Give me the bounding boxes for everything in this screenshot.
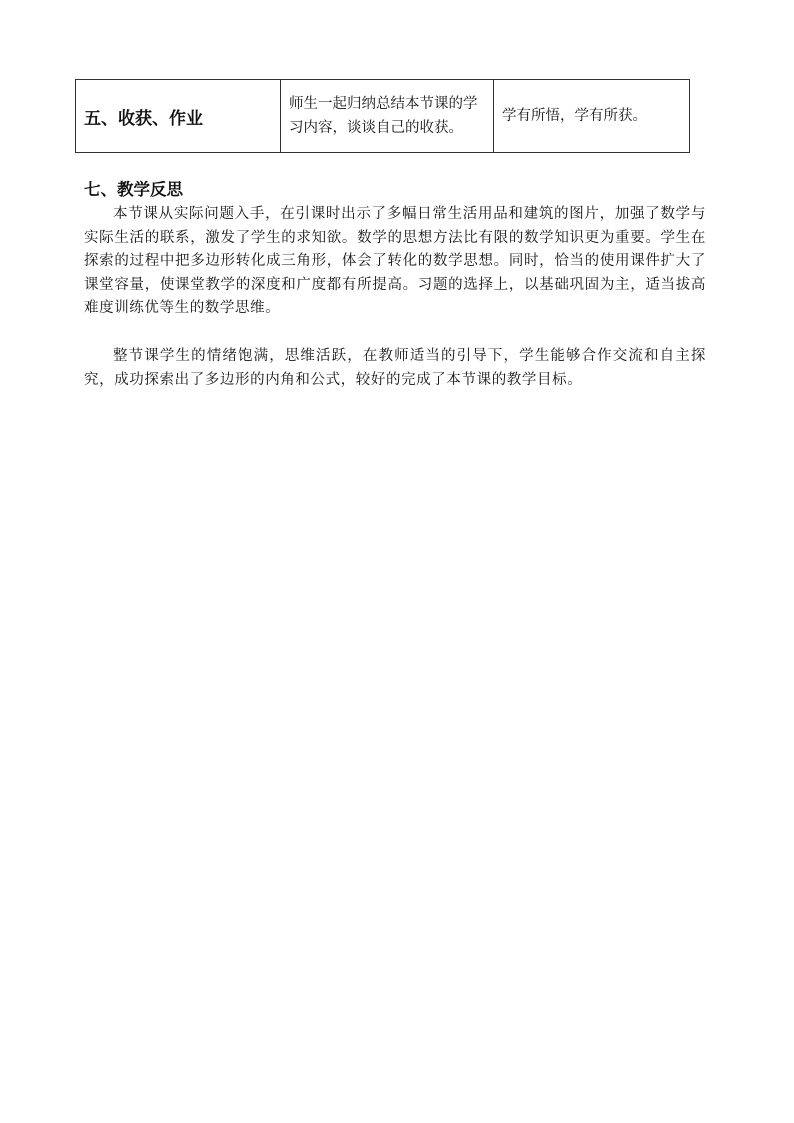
- table-row: [76, 80, 690, 153]
- reflection-paragraph: 整节课学生的情绪饱满，思维活跃，在教师适当的引导下，学生能够合作交流和自主探究，成功探索出了多边形的内角和公式，较好的完成了本节课的教学目标。: [84, 348, 706, 388]
- section-title-reflection: 七、教学反思: [84, 180, 183, 199]
- activity-cell: 师生一起归纳总结本节课的学习内容，谈谈自己的收获。: [281, 80, 494, 153]
- lesson-plan-table: [75, 79, 690, 153]
- goal-cell: 学有所悟，学有所获。: [494, 80, 690, 153]
- stage-cell: 五、收获、作业: [76, 80, 281, 153]
- reflection-paragraph: 本节课从实际问题入手，在引课时出示了多幅日常生活用品和建筑的图片，加强了数学与实际生活的联系，激发了学生的求知欲。数学的思想方法比有限的数学知识更为重要。学生在探索的过程中把多边形转化成三角形，体会了转化的数学思想。同时，恰当的使用课件扩大了课堂容量，使课堂教学的深度和广度都有所提高。习题的选择上，以基础巩固为主，适当拔高难度训练优等生的数学思维。: [84, 206, 706, 316]
